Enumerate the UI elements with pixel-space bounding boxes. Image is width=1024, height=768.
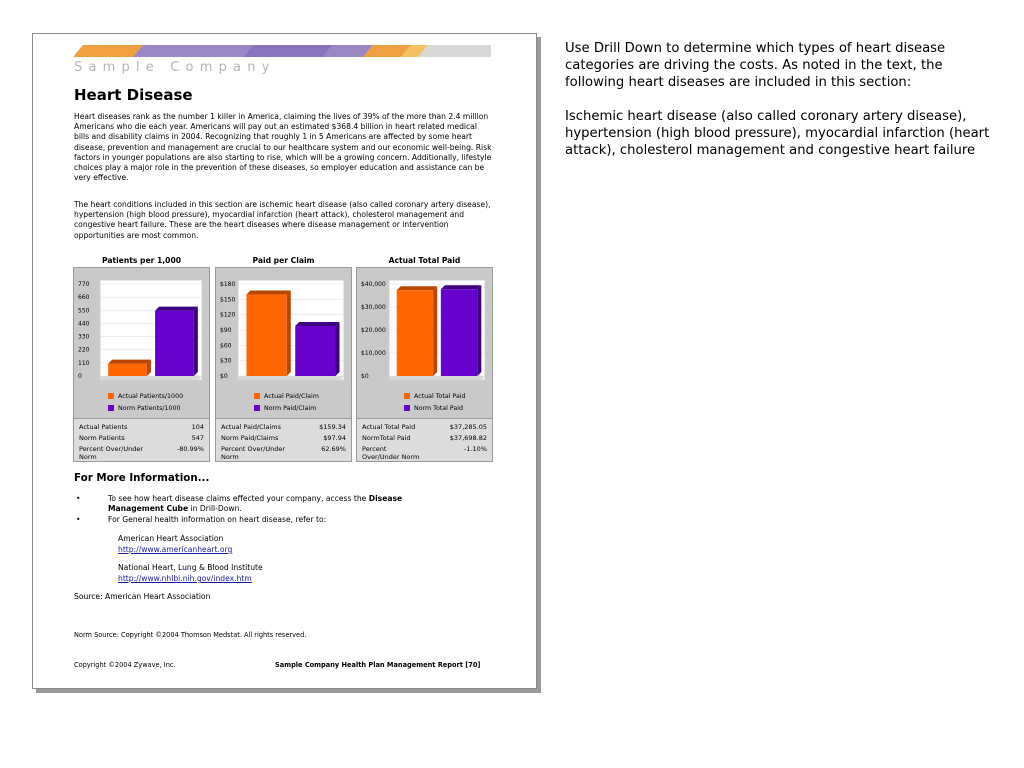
- stat-label: Over/Under Norm: [362, 453, 420, 461]
- y-tick-label: $30: [220, 357, 232, 365]
- bar-top: [397, 286, 437, 290]
- bar-top: [155, 307, 198, 311]
- company-name: Sample Company: [74, 60, 276, 75]
- legend-item: [254, 405, 316, 412]
- stats-box: [74, 418, 209, 461]
- legend-item: [404, 393, 466, 400]
- stat-value: 62.69%: [321, 445, 346, 453]
- notes-paragraph: Use Drill Down to determine which types of heart disease categories are driving the costs. As noted in the text, the following heart diseases are included in this section:: [565, 41, 946, 90]
- stat-label: NormTotal Paid: [362, 434, 411, 442]
- y-tick-label: $30,000: [361, 304, 386, 311]
- org-name: American Heart Association: [118, 534, 224, 543]
- bullet-dot: •: [76, 515, 81, 524]
- y-tick-label: $40,000: [361, 281, 386, 288]
- legend-swatch-norm: [404, 405, 410, 411]
- legend-label: Actual Paid/Claim: [264, 393, 319, 400]
- footer-copyright: Copyright ©2004 Zywave, Inc.: [74, 661, 176, 669]
- chart-title: Actual Total Paid: [388, 256, 461, 265]
- banner-segment: [418, 45, 491, 57]
- bar-actual: [246, 295, 286, 376]
- y-tick-label: $90: [220, 327, 232, 334]
- legend-swatch-norm: [254, 405, 260, 411]
- y-tick-label: $10,000: [361, 350, 386, 357]
- footer-report-title: Sample Company Health Plan Management Report [70]: [275, 661, 481, 669]
- banner-segment: [73, 45, 143, 57]
- bar-side: [477, 285, 481, 376]
- legend-item: [108, 393, 183, 400]
- more-info-heading: For More Information...: [74, 472, 210, 484]
- stat-value: -80.99%: [176, 445, 204, 453]
- bar-norm: [441, 289, 477, 376]
- org-link[interactable]: http://www.nhlbi.nih.gov/index.htm: [118, 574, 252, 583]
- chart-title: Patients per 1,000: [101, 256, 182, 265]
- legend-swatch-actual: [404, 393, 410, 399]
- org-name: National Heart, Lung & Blood Institute: [118, 563, 263, 572]
- stat-value: $97.94: [323, 434, 346, 442]
- y-tick-label: 660: [78, 294, 90, 302]
- drill-down-link[interactable]: Management Cube: [108, 504, 189, 514]
- y-tick-label: 110: [78, 359, 90, 367]
- y-tick-label: $0: [220, 373, 228, 380]
- chart-panel-paid-per-claim: [215, 267, 352, 462]
- banner-segment: [133, 45, 253, 57]
- chart-panel-total-paid: [356, 267, 493, 462]
- notes-paragraph: Ischemic heart disease (also called coronary artery disease), hypertension (high blood pressure), myocardial infarction (heart attack), cholesterol management and congestive heart failure: [565, 109, 990, 158]
- stat-label: Actual Total Paid: [362, 423, 416, 431]
- stat-value: -1.10%: [464, 445, 487, 453]
- stats-box: [357, 418, 492, 461]
- legend-swatch-norm: [108, 405, 114, 411]
- bar-side: [433, 286, 437, 376]
- bar-side: [194, 307, 198, 376]
- report-page: [32, 33, 537, 689]
- norm-source: Norm Source: Copyright ©2004 Thomson Medstat. All rights reserved.: [74, 631, 307, 639]
- intro-paragraph: Heart diseases rank as the number 1 killer in America, claiming the lives of 39% of the more than 2.4 million Americans who die each year. Americans will pay out an estimated $368.4 billion in heart related medical bills and disability claims in 2004. Recognizing that roughly 1 in 5 Americans are affected by some heart disease, prevention and management are crucial to our healthcare system and our economic well-being. Risk factors in younger populations are also starting to rise, which will be a growing concern. Additionally, lifestyle choices play a major role in the prevention of these diseases, so employer education and assistance can be very effective.: [74, 112, 492, 183]
- drill-down-link[interactable]: Disease: [368, 494, 403, 503]
- bullet-dot: •: [76, 494, 81, 503]
- y-tick-label: $150: [220, 296, 236, 304]
- org-link[interactable]: http://www.americanheart.org: [118, 545, 233, 554]
- page-title: Heart Disease: [74, 86, 193, 104]
- legend-label: Norm Total Paid: [414, 405, 464, 412]
- legend-label: Actual Total Paid: [414, 393, 466, 400]
- stat-label: Actual Paid/Claims: [221, 423, 282, 431]
- y-tick-label: 770: [78, 281, 90, 288]
- bar-norm: [295, 326, 335, 376]
- y-tick-label: $120: [220, 311, 236, 319]
- stat-label: Norm: [79, 453, 97, 461]
- legend-label: Norm Paid/Claim: [264, 405, 317, 412]
- chart-panel-patients: [73, 267, 210, 462]
- y-tick-label: $20,000: [361, 327, 386, 334]
- chart-floor: [238, 376, 344, 380]
- bar-top: [441, 285, 481, 289]
- conditions-paragraph: The heart conditions included in this section are ischemic heart disease (also called coronary artery disease), hypertension (high blood pressure), myocardial infarction (heart attack), cholesterol management and congestive heart failure. These are the heart diseases where disease management or intervention opportunities are most common.: [74, 200, 491, 240]
- bullet-1: [108, 494, 402, 514]
- bullet-text: in Drill-Down.: [188, 504, 242, 514]
- chart-floor: [100, 376, 202, 380]
- bar-actual: [397, 290, 433, 376]
- stat-label: Norm Patients: [79, 434, 125, 442]
- legend-item: [254, 393, 319, 400]
- banner-segment: [243, 45, 333, 57]
- stat-label: Actual Patients: [79, 423, 128, 431]
- stat-label: Percent: [362, 445, 387, 453]
- stat-label: Norm: [221, 453, 239, 461]
- y-tick-label: 440: [78, 320, 90, 328]
- legend-label: Norm Patients/1000: [118, 405, 181, 412]
- stat-value: $159.34: [319, 423, 346, 431]
- legend-item: [108, 405, 181, 412]
- header-banner: [73, 45, 491, 57]
- legend-swatch-actual: [108, 393, 114, 399]
- stat-value: 547: [191, 434, 204, 442]
- legend-swatch-actual: [254, 393, 260, 399]
- bar-side: [336, 322, 340, 376]
- y-tick-label: $60: [220, 342, 232, 350]
- stat-label: Percent Over/Under: [221, 445, 286, 453]
- speaker-notes: [565, 40, 995, 176]
- legend-label: Actual Patients/1000: [118, 393, 184, 400]
- y-tick-label: $180: [220, 281, 236, 288]
- bar-top: [295, 322, 339, 326]
- chart-floor: [389, 376, 485, 380]
- bar-top: [246, 291, 290, 295]
- bullet-2: For General health information on heart disease, refer to:: [108, 515, 327, 524]
- bullet-text: To see how heart disease claims effected your company, access the: [108, 494, 369, 503]
- stat-label: Percent Over/Under: [79, 445, 144, 453]
- y-tick-label: 330: [78, 333, 90, 341]
- y-tick-label: $0: [361, 373, 369, 380]
- bar-top: [108, 360, 151, 364]
- stats-box: [216, 418, 351, 461]
- source-line: Source: American Heart Association: [74, 592, 211, 601]
- stat-value: $37,698.82: [449, 434, 487, 442]
- y-tick-label: 550: [78, 307, 90, 315]
- bar-actual: [108, 364, 147, 376]
- y-tick-label: 0: [78, 373, 82, 380]
- stat-value: $37,285.05: [449, 423, 487, 431]
- stat-label: Norm Paid/Claims: [221, 434, 279, 442]
- legend-item: [404, 405, 463, 412]
- bar-norm: [155, 311, 194, 376]
- y-tick-label: 220: [78, 346, 90, 354]
- stat-value: 104: [191, 423, 204, 431]
- bar-side: [287, 291, 291, 376]
- chart-title: Paid per Claim: [252, 256, 315, 265]
